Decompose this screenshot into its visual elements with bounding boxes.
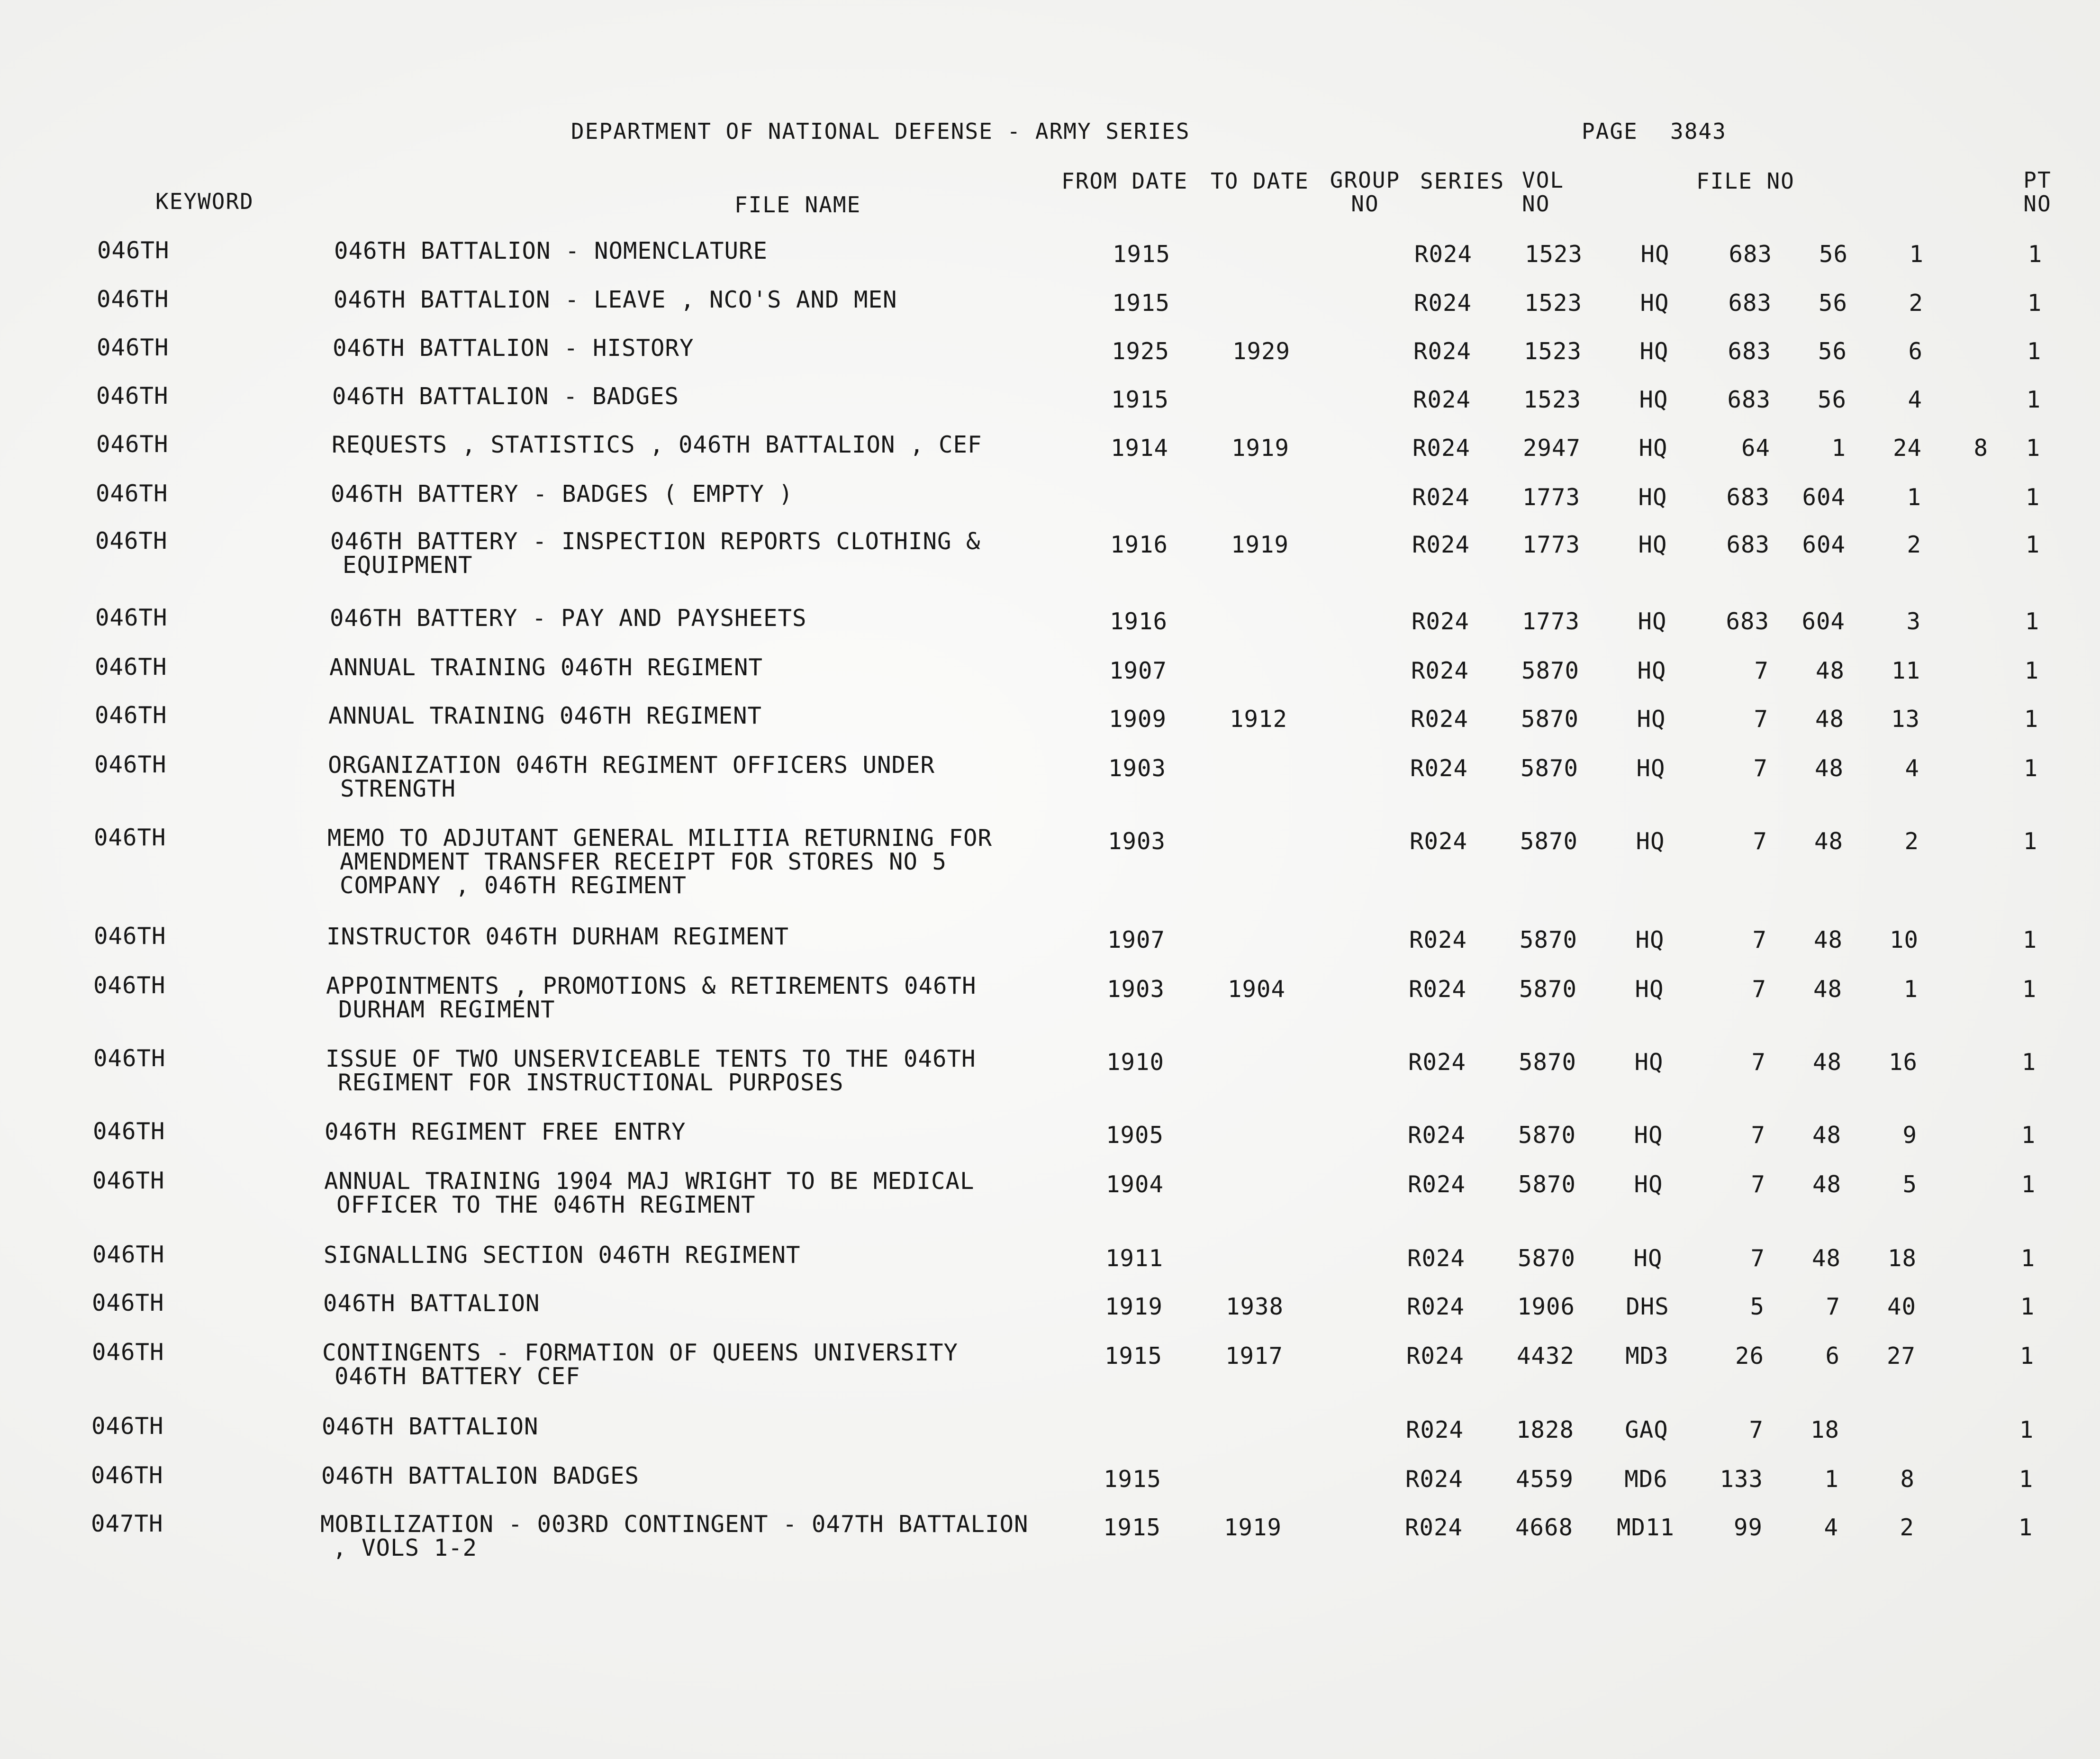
cell-file-sub: 6 (1908, 338, 1923, 365)
cell-file-name (331, 482, 1089, 506)
cell-pt-no: 1 (2026, 435, 2041, 462)
cell-file-major: 26 (1735, 1342, 1764, 1369)
cell-file-prefix: HQ (1636, 755, 1666, 782)
cell-vol-no: 5870 (1519, 926, 1577, 953)
cell-file-minor: 56 (1818, 290, 1847, 317)
file-name-line: 046TH BATTERY - PAY AND PAYSHEETS (330, 605, 807, 632)
cell-keyword: 046TH (96, 382, 169, 409)
cell-file-minor: 18 (1810, 1416, 1839, 1443)
cell-to-date: 1919 (1231, 531, 1289, 558)
cell-to-date: 1912 (1229, 706, 1287, 733)
col-to-date: TO DATE (1211, 168, 1309, 194)
cell-file-minor: 1 (1831, 435, 1846, 462)
cell-series: R024 (1412, 531, 1470, 558)
cell-file-prefix: HQ (1634, 1122, 1663, 1149)
col-file-no: FILE NO (1696, 168, 1795, 194)
cell-file-name (320, 1513, 1078, 1560)
cell-file-name (332, 385, 1090, 408)
page-number: 3843 (1670, 118, 1727, 144)
cell-file-prefix: MD11 (1616, 1514, 1675, 1541)
cell-file-major: 683 (1728, 290, 1772, 317)
cell-vol-no: 5870 (1518, 1122, 1576, 1149)
cell-file-minor: 7 (1826, 1293, 1840, 1320)
cell-file-major: 7 (1751, 1049, 1766, 1076)
cell-pt-no: 1 (2019, 1466, 2034, 1493)
col-pt-no (2016, 168, 2059, 216)
cell-vol-no: 1523 (1524, 290, 1582, 317)
cell-keyword: 046TH (92, 1167, 165, 1194)
cell-file-sub: 5 (1902, 1171, 1917, 1198)
cell-file-major: 683 (1726, 484, 1770, 511)
cell-series: R024 (1412, 608, 1470, 635)
cell-file-minor: 56 (1817, 386, 1847, 413)
cell-series: R024 (1408, 1049, 1466, 1076)
cell-file-prefix: MD3 (1625, 1342, 1669, 1369)
cell-file-minor: 1 (1824, 1466, 1839, 1493)
cell-pt-no: 1 (2023, 828, 2038, 855)
col-file-name: FILE NAME (734, 192, 861, 218)
cell-pt-no: 1 (2018, 1514, 2033, 1541)
cell-file-prefix: HQ (1640, 241, 1670, 268)
cell-keyword: 046TH (92, 1241, 165, 1268)
file-name-line: ANNUAL TRAINING 1904 MAJ WRIGHT TO BE MEDICAL (324, 1168, 975, 1195)
cell-file-sub: 18 (1887, 1245, 1917, 1272)
cell-file-major: 64 (1741, 435, 1770, 462)
cell-from-date: 1909 (1108, 706, 1167, 733)
cell-file-sub: 1 (1903, 976, 1918, 1003)
table-row (0, 1341, 2100, 1417)
table-row (0, 753, 2100, 829)
file-name-line: 046TH BATTALION (322, 1413, 539, 1440)
cell-file-major: 683 (1726, 608, 1769, 635)
cell-file-name (324, 1243, 1082, 1267)
cell-file-minor: 48 (1812, 1049, 1842, 1076)
file-name-line: REGIMENT FOR INSTRUCTIONAL PURPOSES (338, 1069, 844, 1096)
file-name-line: DURHAM REGIMENT (338, 996, 555, 1023)
table-row (0, 527, 2100, 606)
cell-file-sub: 8 (1900, 1466, 1915, 1493)
file-name-line: MOBILIZATION - 003RD CONTINGENT - 047TH BATTALION (320, 1511, 1029, 1538)
cell-keyword: 046TH (91, 1413, 164, 1440)
cell-file-prefix: HQ (1639, 386, 1668, 413)
file-name-line: 046TH BATTALION - LEAVE , NCO'S AND MEN (334, 286, 897, 313)
cell-pt-no: 1 (2028, 241, 2043, 268)
cell-file-prefix: HQ (1638, 484, 1667, 511)
cell-from-date: 1915 (1103, 1514, 1161, 1541)
cell-series: R024 (1411, 706, 1469, 733)
cell-file-sub: 11 (1891, 657, 1920, 684)
cell-file-name (321, 1464, 1079, 1488)
file-name-line: STRENGTH (340, 775, 456, 802)
cell-vol-no: 4432 (1516, 1342, 1575, 1369)
cell-series: R024 (1414, 241, 1473, 268)
cell-file-ext: 8 (1973, 435, 1988, 462)
cell-file-major: 683 (1726, 531, 1770, 558)
cell-file-prefix: DHS (1626, 1293, 1669, 1320)
cell-series: R024 (1408, 1171, 1466, 1198)
cell-vol-no: 1773 (1522, 484, 1580, 511)
table-row (0, 1047, 2100, 1123)
cell-pt-no: 1 (2027, 338, 2042, 365)
cell-from-date: 1915 (1104, 1342, 1162, 1369)
cell-pt-no: 1 (2020, 1245, 2036, 1272)
cell-keyword: 046TH (95, 604, 168, 631)
cell-file-major: 7 (1749, 1416, 1764, 1443)
cell-pt-no: 1 (2024, 657, 2039, 684)
cell-file-minor: 604 (1802, 484, 1846, 511)
cell-pt-no: 1 (2021, 1171, 2036, 1198)
cell-vol-no: 5870 (1518, 1171, 1576, 1198)
cell-file-major: 99 (1733, 1514, 1763, 1541)
cell-file-name (325, 1120, 1083, 1144)
file-name-line: EQUIPMENT (343, 552, 473, 579)
cell-file-sub: 2 (1907, 531, 1921, 558)
cell-file-name (332, 433, 1090, 457)
cell-keyword: 046TH (93, 1045, 166, 1072)
cell-file-prefix: HQ (1636, 828, 1665, 855)
file-name-line: 046TH REGIMENT FREE ENTRY (325, 1118, 686, 1145)
cell-keyword: 046TH (92, 1339, 164, 1366)
cell-keyword: 047TH (91, 1510, 163, 1537)
cell-vol-no: 1523 (1523, 386, 1581, 413)
cell-vol-no: 2947 (1522, 435, 1581, 462)
col-group-no-text: GROUP NO (1330, 167, 1401, 217)
cell-series: R024 (1414, 290, 1472, 317)
file-name-line: ANNUAL TRAINING 046TH REGIMENT (328, 702, 762, 729)
cell-file-sub: 4 (1905, 755, 1919, 782)
cell-from-date: 1914 (1110, 435, 1168, 462)
cell-from-date: 1925 (1111, 338, 1169, 365)
cell-file-name (330, 607, 1088, 630)
cell-file-minor: 48 (1813, 926, 1843, 953)
cell-pt-no: 1 (2019, 1416, 2034, 1443)
cell-file-prefix: GAQ (1625, 1416, 1668, 1443)
cell-series: R024 (1405, 1466, 1464, 1493)
cell-file-major: 7 (1754, 657, 1769, 684)
cell-file-name (327, 826, 1086, 898)
cell-file-major: 5 (1750, 1293, 1765, 1320)
cell-file-major: 7 (1753, 828, 1767, 855)
cell-from-date: 1907 (1107, 926, 1165, 953)
cell-file-sub: 2 (1900, 1514, 1914, 1541)
cell-from-date: 1919 (1104, 1293, 1163, 1320)
cell-file-minor: 48 (1812, 1122, 1841, 1149)
col-pt-no-text: PT NO (2023, 167, 2052, 217)
cell-from-date: 1916 (1109, 608, 1168, 635)
cell-file-sub: 1 (1907, 484, 1921, 511)
cell-vol-no: 5870 (1519, 976, 1577, 1003)
cell-keyword: 046TH (94, 751, 167, 778)
cell-file-prefix: MD6 (1624, 1466, 1668, 1493)
file-name-line: CONTINGENTS - FORMATION OF QUEENS UNIVERSITY (322, 1339, 959, 1366)
file-name-line: MEMO TO ADJUTANT GENERAL MILITIA RETURNING FOR (327, 825, 993, 852)
cell-file-major: 7 (1750, 1245, 1765, 1272)
cell-pt-no: 1 (2024, 706, 2039, 733)
cell-file-prefix: HQ (1638, 608, 1667, 635)
col-vol-no (1522, 168, 1574, 216)
cell-keyword: 046TH (97, 286, 169, 313)
cell-pt-no: 1 (2020, 1293, 2035, 1320)
cell-keyword: 046TH (95, 527, 168, 554)
cell-pt-no: 1 (2025, 531, 2040, 558)
cell-file-prefix: HQ (1633, 1245, 1663, 1272)
cell-keyword: 046TH (97, 334, 169, 361)
cell-series: R024 (1410, 755, 1468, 782)
cell-file-name (329, 656, 1087, 680)
cell-file-sub: 1 (1909, 241, 1924, 268)
cell-pt-no: 1 (2021, 1049, 2037, 1076)
file-name-line: 046TH BATTERY - INSPECTION REPORTS CLOTHING & (330, 528, 981, 555)
file-name-line: ORGANIZATION 046TH REGIMENT OFFICERS UNDER (328, 752, 935, 779)
cell-pt-no: 1 (2026, 386, 2041, 413)
cell-file-major: 7 (1753, 755, 1768, 782)
cell-vol-no: 5870 (1520, 828, 1578, 855)
cell-from-date: 1915 (1112, 241, 1170, 268)
cell-keyword: 046TH (96, 480, 168, 507)
table-row (0, 826, 2100, 902)
cell-file-sub: 4 (1908, 386, 1922, 413)
cell-pt-no: 1 (2027, 290, 2042, 317)
cell-file-name (334, 239, 1092, 263)
file-name-line: AMENDMENT TRANSFER RECEIPT FOR STORES NO 5 (340, 848, 947, 875)
cell-keyword: 046TH (94, 923, 166, 950)
cell-file-name (326, 1047, 1084, 1095)
cell-file-name (333, 336, 1091, 360)
col-series: SERIES (1420, 168, 1505, 194)
cell-series: R024 (1407, 1245, 1466, 1272)
cell-file-sub: 9 (1902, 1122, 1917, 1149)
cell-from-date: 1907 (1109, 657, 1167, 684)
cell-file-minor: 604 (1801, 608, 1845, 635)
cell-keyword: 046TH (93, 972, 166, 999)
cell-keyword: 046TH (96, 431, 169, 458)
cell-from-date: 1911 (1105, 1245, 1163, 1272)
cell-series: R024 (1412, 435, 1471, 462)
cell-file-sub: 10 (1889, 926, 1919, 953)
cell-to-date: 1929 (1232, 338, 1290, 365)
cell-keyword: 046TH (92, 1289, 164, 1316)
file-name-line: SIGNALLING SECTION 046TH REGIMENT (324, 1242, 801, 1269)
cell-from-date: 1903 (1108, 755, 1166, 782)
cell-file-minor: 4 (1824, 1514, 1838, 1541)
cell-file-minor: 56 (1819, 241, 1848, 268)
file-name-line: 046TH BATTALION (323, 1290, 540, 1317)
cell-series: R024 (1409, 976, 1467, 1003)
cell-pt-no: 1 (2023, 755, 2038, 782)
cell-file-name (326, 974, 1084, 1022)
cell-file-prefix: HQ (1634, 1049, 1664, 1076)
cell-series: R024 (1413, 386, 1471, 413)
cell-file-major: 7 (1752, 976, 1766, 1003)
file-name-line: INSTRUCTOR 046TH DURHAM REGIMENT (326, 923, 789, 950)
cell-file-sub: 27 (1886, 1342, 1916, 1369)
cell-vol-no: 1773 (1521, 608, 1580, 635)
cell-file-name (330, 530, 1088, 577)
file-name-line: 046TH BATTALION - NOMENCLATURE (334, 237, 768, 264)
cell-from-date: 1916 (1110, 531, 1168, 558)
file-name-line: APPOINTMENTS , PROMOTIONS & RETIREMENTS 046TH (326, 972, 977, 999)
cell-file-prefix: HQ (1638, 435, 1668, 462)
cell-file-name (323, 1292, 1081, 1315)
cell-file-sub: 40 (1887, 1293, 1916, 1320)
cell-pt-no: 1 (2025, 484, 2040, 511)
cell-file-name (322, 1341, 1080, 1388)
cell-vol-no: 1828 (1516, 1416, 1574, 1443)
cell-vol-no: 1773 (1522, 531, 1580, 558)
cell-keyword: 046TH (95, 702, 167, 729)
cell-series: R024 (1406, 1416, 1464, 1443)
cell-file-minor: 604 (1802, 531, 1846, 558)
cell-file-major: 683 (1729, 241, 1772, 268)
cell-pt-no: 1 (2025, 608, 2040, 635)
cell-series: R024 (1413, 338, 1472, 365)
cell-vol-no: 5870 (1518, 1049, 1576, 1076)
cell-file-name (334, 288, 1092, 312)
cell-file-sub: 2 (1909, 290, 1923, 317)
cell-file-minor: 48 (1815, 706, 1844, 733)
cell-series: R024 (1409, 926, 1467, 953)
cell-file-prefix: HQ (1635, 926, 1665, 953)
cell-file-minor: 56 (1818, 338, 1847, 365)
cell-file-prefix: HQ (1635, 976, 1664, 1003)
cell-file-minor: 48 (1814, 828, 1843, 855)
cell-file-sub: 2 (1904, 828, 1919, 855)
cell-file-major: 7 (1752, 926, 1767, 953)
cell-series: R024 (1407, 1293, 1465, 1320)
file-name-line: ANNUAL TRAINING 046TH REGIMENT (329, 654, 763, 681)
cell-vol-no: 4559 (1515, 1466, 1574, 1493)
cell-vol-no: 1906 (1517, 1293, 1575, 1320)
file-name-line: 046TH BATTALION - BADGES (332, 383, 679, 410)
cell-to-date: 1938 (1225, 1293, 1284, 1320)
file-name-line: REQUESTS , STATISTICS , 046TH BATTALION , CEF (332, 431, 982, 458)
cell-file-name (328, 753, 1086, 801)
cell-vol-no: 5870 (1521, 657, 1579, 684)
cell-file-major: 7 (1751, 1171, 1765, 1198)
cell-file-major: 683 (1727, 386, 1771, 413)
cell-series: R024 (1410, 828, 1468, 855)
cell-to-date: 1917 (1225, 1342, 1283, 1369)
col-vol-no-text: VOL NO (1522, 167, 1565, 217)
cell-from-date: 1903 (1107, 828, 1166, 855)
cell-to-date: 1904 (1227, 976, 1285, 1003)
cell-file-minor: 48 (1814, 755, 1844, 782)
file-name-line: 046TH BATTALION - HISTORY (333, 335, 694, 362)
cell-from-date: 1904 (1105, 1171, 1164, 1198)
cell-pt-no: 1 (2021, 1122, 2036, 1149)
cell-file-major: 133 (1720, 1466, 1763, 1493)
cell-file-minor: 6 (1825, 1342, 1840, 1369)
col-keyword: KEYWORD (155, 189, 254, 214)
cell-vol-no: 5870 (1521, 706, 1579, 733)
cell-file-name (328, 704, 1086, 728)
cell-file-prefix: HQ (1637, 706, 1666, 733)
cell-file-prefix: HQ (1639, 338, 1669, 365)
cell-vol-no: 5870 (1517, 1245, 1575, 1272)
col-group-no (1325, 168, 1405, 216)
cell-to-date: 1919 (1223, 1514, 1282, 1541)
cell-pt-no: 1 (2022, 926, 2037, 953)
cell-file-sub: 13 (1891, 706, 1920, 733)
cell-vol-no: 1523 (1524, 241, 1583, 268)
cell-file-minor: 48 (1813, 976, 1842, 1003)
cell-file-major: 7 (1754, 706, 1768, 733)
cell-to-date: 1919 (1231, 435, 1289, 462)
file-name-line: COMPANY , 046TH REGIMENT (340, 872, 687, 899)
cell-file-minor: 48 (1811, 1245, 1841, 1272)
cell-vol-no: 4668 (1515, 1514, 1573, 1541)
cell-file-minor: 48 (1815, 657, 1845, 684)
cell-vol-no: 5870 (1520, 755, 1578, 782)
cell-from-date: 1915 (1112, 290, 1170, 317)
cell-series: R024 (1408, 1122, 1466, 1149)
file-name-line: , VOLS 1-2 (333, 1534, 478, 1561)
cell-file-major: 683 (1728, 338, 1771, 365)
cell-from-date: 1905 (1105, 1122, 1164, 1149)
cell-from-date: 1903 (1106, 976, 1165, 1003)
cell-file-prefix: HQ (1637, 657, 1666, 684)
page-label: PAGE (1582, 118, 1638, 144)
table-row (0, 1510, 2100, 1588)
cell-pt-no: 1 (2022, 976, 2037, 1003)
cell-keyword: 046TH (95, 653, 167, 680)
document-title: DEPARTMENT OF NATIONAL DEFENSE - ARMY SERIES (571, 118, 1190, 144)
cell-series: R024 (1412, 484, 1470, 511)
cell-keyword: 046TH (97, 237, 170, 264)
cell-file-sub: 3 (1906, 608, 1921, 635)
table-row (0, 1167, 2100, 1245)
cell-file-prefix: HQ (1640, 290, 1669, 317)
cell-file-name (326, 925, 1085, 949)
cell-file-sub: 24 (1892, 435, 1922, 462)
cell-file-minor: 48 (1812, 1171, 1841, 1198)
cell-series: R024 (1406, 1342, 1465, 1369)
cell-pt-no: 1 (2019, 1342, 2035, 1369)
cell-from-date: 1915 (1111, 386, 1169, 413)
cell-series: R024 (1411, 657, 1469, 684)
cell-file-sub: 16 (1888, 1049, 1918, 1076)
file-name-line: OFFICER TO THE 046TH REGIMENT (336, 1191, 756, 1218)
file-name-line: 046TH BATTERY - BADGES ( EMPTY ) (331, 481, 794, 508)
cell-keyword: 046TH (93, 1118, 165, 1145)
cell-file-prefix: HQ (1634, 1171, 1663, 1198)
cell-keyword: 046TH (94, 824, 166, 851)
cell-from-date: 1910 (1106, 1049, 1164, 1076)
cell-keyword: 046TH (91, 1462, 163, 1489)
cell-from-date: 1915 (1103, 1466, 1161, 1493)
file-name-line: 046TH BATTERY CEF (335, 1363, 580, 1390)
file-name-line: 046TH BATTALION BADGES (321, 1462, 640, 1489)
cell-file-prefix: HQ (1638, 531, 1667, 558)
table-row (0, 974, 2100, 1050)
cell-vol-no: 1523 (1523, 338, 1582, 365)
col-from-date: FROM DATE (1061, 168, 1188, 194)
cell-file-name (322, 1415, 1080, 1439)
cell-file-name (324, 1170, 1082, 1217)
cell-file-major: 7 (1751, 1122, 1765, 1149)
cell-series: R024 (1405, 1514, 1463, 1541)
file-name-line: ISSUE OF TWO UNSERVICEABLE TENTS TO THE 046TH (326, 1045, 976, 1072)
